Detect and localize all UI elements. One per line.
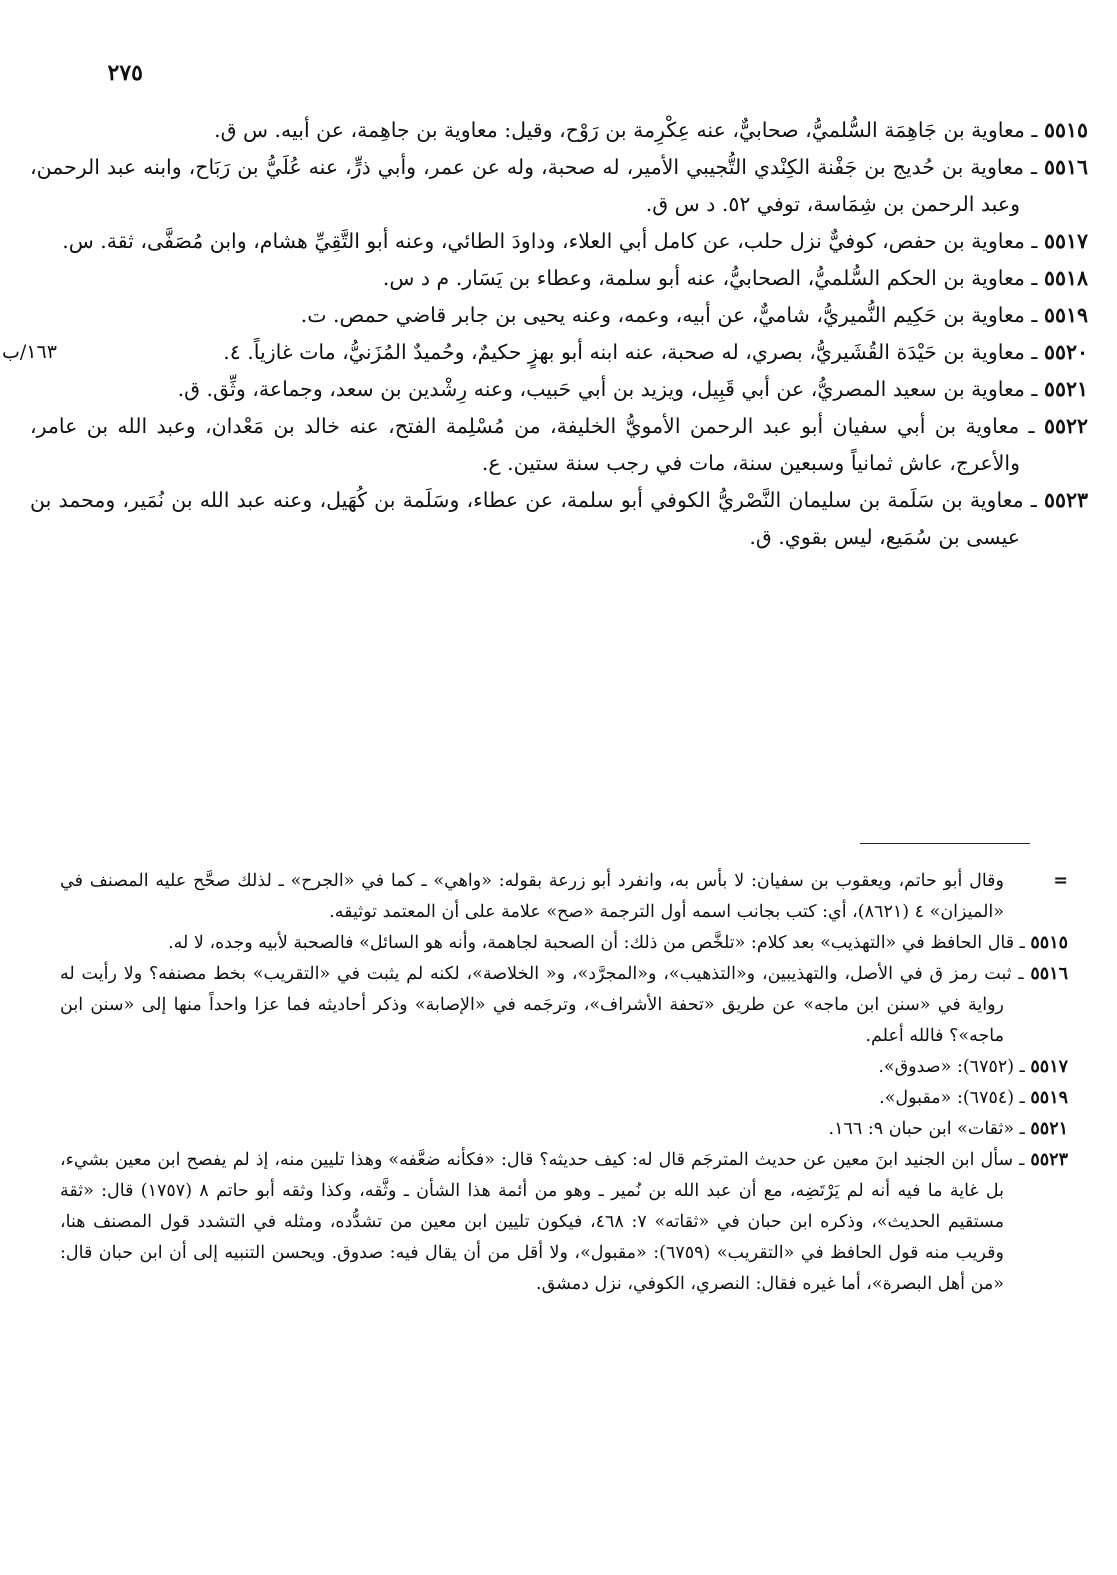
entry-text: ـ معاوية بن أبي سفيان أبو عبد الرحمن الأمويُّ الخليفة، من مُسْلِمة الفتح، عنه خالد بن مَعْدان، وعبد الله بن عامر، والأعرج، عاش ثمانياً وسبعين سنة، مات في رجب سنة ستين. ع. bbox=[30, 414, 1035, 475]
entry-5518 bbox=[30, 260, 1088, 297]
entry-text: ـ معاوية بن سَلَمة بن سليمان النَّصْريُّ الكوفي أبو سلمة، عن عطاء، وسَلَمة بن كُهَيل، وعنه عبد الله بن نُمَير، ومحمد بن عيسى بن سُمَيع، ليس بقوي. ق. bbox=[30, 488, 1037, 549]
entry-text: ـ معاوية بن حَكِيم النُّميريُّ، شاميٌّ، عن أبيه، وعمه، وعنه يحيى بن جابر قاضي حمص. ت. bbox=[300, 303, 1038, 327]
footnote-number: ٥٥٢١ bbox=[1030, 1119, 1068, 1139]
biographical-entries bbox=[2, 112, 1088, 556]
footnote-5519 bbox=[60, 1083, 1068, 1114]
entry-number: ٥٥٢٠ bbox=[1043, 340, 1088, 364]
entry-number: ٥٥١٦ bbox=[1043, 155, 1088, 179]
entry-number: ٥٥٢٢ bbox=[1043, 414, 1088, 438]
entry-text: ـ معاوية بن حفص، كوفيٌّ نزل حلب، عن كامل أبي العلاء، وداودَ الطائي، وعنه أبو التَّقِيِّ هشام، وابن مُصَفَّى، ثقة. س. bbox=[62, 229, 1038, 253]
entry-number: ٥٥٢٣ bbox=[1043, 488, 1088, 512]
entry-5516 bbox=[30, 149, 1088, 223]
continuation-marker: = bbox=[1053, 871, 1068, 891]
footnote-text: ـ (٦٧٥٤): «مقبول». bbox=[879, 1088, 1025, 1108]
entry-5522 bbox=[30, 408, 1088, 482]
footnote-text: ـ سأل ابن الجنيد ابنَ معين عن حديث المترجَم قال له: كيف حديثه؟ قال: «فكأنه ضعَّفه» وهذا تليين منه، إذ لم يفصح ابن معين بشيء، بل غاية ما فيه أنه لم يَرْتَضِه، مع أن عبد الله بن نُمير ـ وهو من أئمة هذا الشأن ـ وثَّقه، وكذا وثقه أبو حاتم ٨ (١٧٥٧) قال: «ثقة مستقيم الحديث»، وذكره ابن حبان في «ثقاته» ٧: ٤٦٨، فيكون تليين ابن معين من تشدُّده، ومثله في التشدد قول المصنف هنا، وقريب منه قول الحافظ في «التقريب» (٦٧٥٩): «مقبول»، ولا أقل من أن يقال فيه: صدوق. ويحسن التنبيه إلى أن ابن حبان قال: «من أهل البصرة»، أما غيره فقال: النصري، الكوفي، نزل دمشق. bbox=[60, 1150, 1025, 1294]
entry-text: ـ معاوية بن سعيد المصريُّ، عن أبي قَبِيل، ويزيد بن أبي حَبيب، وعنه رِشْدين بن سعد، وجماعة، وثِّق. ق. bbox=[177, 377, 1038, 401]
entry-text: ـ معاوية بن جَاهِمَة السُّلميُّ، صحابيٌّ، عنه عِكْرِمة بن رَوْح، وقيل: معاوية بن جاهِمة، عن أبيه. س ق. bbox=[214, 118, 1038, 142]
margin-folio-note: ١٦٣/ب bbox=[2, 341, 57, 363]
entry-5517 bbox=[30, 223, 1088, 260]
footnote-number: ٥٥١٧ bbox=[1030, 1057, 1068, 1077]
footnote-text: وقال أبو حاتم، ويعقوب بن سفيان: لا بأس به، وانفرد أبو زرعة بقوله: «واهي» ـ كما في «الجرح» ـ لذلك صحَّح عليه المصنف في «الميزان» ٤ (٨٦٢١)، أي: كتب بجانب اسمه أول الترجمة «صح» علامة على أن المعتمد توثيقه. bbox=[60, 871, 1004, 922]
footnote-text: ـ «ثقات» ابن حبان ٩: ١٦٦. bbox=[828, 1119, 1025, 1139]
entry-5520 bbox=[2, 334, 1088, 371]
page-number: ٢٧٥ bbox=[107, 60, 143, 86]
entry-number: ٥٥٢١ bbox=[1043, 377, 1088, 401]
footnote-number: ٥٥١٦ bbox=[1030, 964, 1068, 984]
entry-5515 bbox=[30, 112, 1088, 149]
entry-5523 bbox=[30, 482, 1088, 556]
footnotes bbox=[60, 866, 1068, 1300]
entry-5521 bbox=[30, 371, 1088, 408]
entry-text: ـ معاوية بن الحكم السُّلميُّ، الصحابيُّ، عنه أبو سلمة، وعطاء بن يَسَار. م د س. bbox=[382, 266, 1038, 290]
footnote-continuation bbox=[60, 866, 1068, 928]
footnote-divider bbox=[860, 843, 1030, 844]
footnote-5516 bbox=[60, 959, 1068, 1052]
footnote-text: ـ ثبت رمز ق في الأصل، والتهذيبين، و«التذهيب»، و«المجرَّد»، و« الخلاصة»، لكنه لم يثبت في «التقريب» بخط مصنفه؟ ولا رأيت له رواية في «سنن ابن ماجه» عن طريق «تحفة الأشراف»، وترجَمه في «الإصابة» وذكر أحاديثه فما عزا واحداً منها إلى «سنن ابن ماجه»؟ فالله أعلم. bbox=[60, 964, 1024, 1046]
entry-5519 bbox=[30, 297, 1088, 334]
footnote-5521 bbox=[60, 1114, 1068, 1145]
footnote-5517 bbox=[60, 1052, 1068, 1083]
footnote-number: ٥٥١٥ bbox=[1030, 933, 1068, 953]
entry-number: ٥٥١٩ bbox=[1043, 303, 1088, 327]
entry-text: ـ معاوية بن حَيْدَة القُشَيريُّ، بصري، له صحبة، عنه ابنه أبو بهزٍ حكيمٌ، وحُميدٌ المُزَنيُّ، مات غازياً. ٤. bbox=[223, 340, 1038, 364]
footnote-5523 bbox=[60, 1145, 1068, 1300]
footnote-text: ـ (٦٧٥٢): «صدوق». bbox=[878, 1057, 1025, 1077]
entry-text: ـ معاوية بن حُديج بن جَفْنة الكِنْدي التُّجيبي الأمير، له صحبة، وله عن عمر، وأبي ذرٍّ، عنه عُلَيُّ بن رَبَاح، وابنه عبد الرحمن، وعبد الرحمن بن شِمَاسة، توفي ٥٢. د س ق. bbox=[30, 155, 1037, 216]
entry-number: ٥٥١٧ bbox=[1043, 229, 1088, 253]
footnote-5515 bbox=[60, 928, 1068, 959]
footnote-number: ٥٥٢٣ bbox=[1030, 1150, 1068, 1170]
entry-number: ٥٥١٥ bbox=[1043, 118, 1088, 142]
footnote-number: ٥٥١٩ bbox=[1030, 1088, 1068, 1108]
entry-number: ٥٥١٨ bbox=[1043, 266, 1088, 290]
footnote-text: ـ قال الحافظ في «التهذيب» بعد كلام: «تلخَّص من ذلك: أن الصحبة لجاهمة، وأنه هو السائل» فالصحبة لأبيه وجده، لا له. bbox=[168, 933, 1025, 953]
